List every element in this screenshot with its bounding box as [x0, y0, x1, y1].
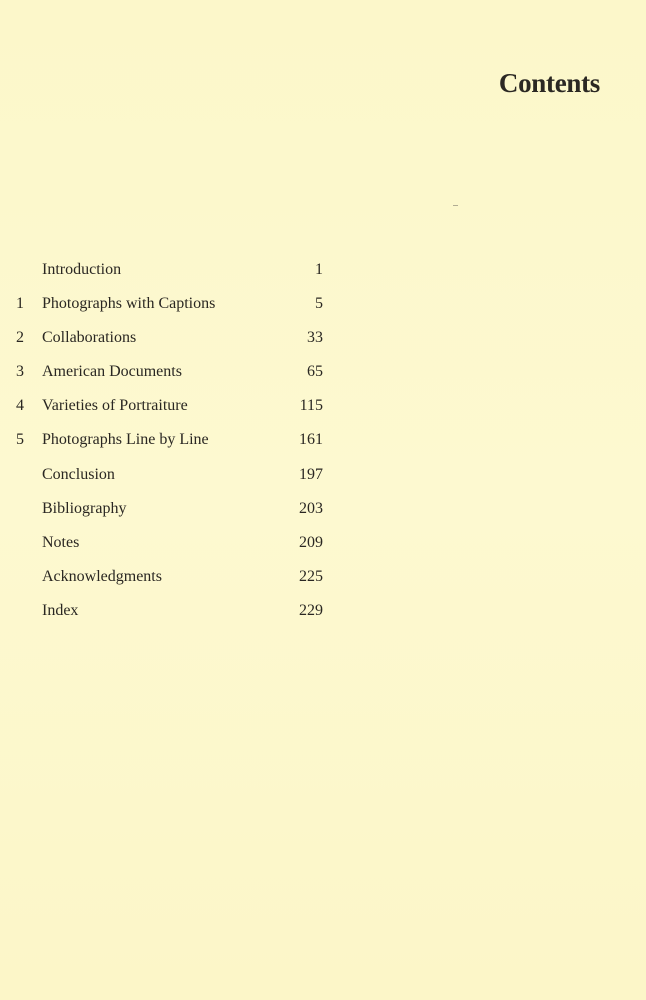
page-number: 65 — [307, 363, 323, 381]
table-of-contents — [0, 255, 646, 630]
toc-entry-chapter-1 — [0, 289, 646, 323]
chapter-number: 4 — [16, 397, 24, 415]
page-number: 161 — [299, 431, 323, 449]
page-speck-mark — [453, 205, 458, 206]
chapter-number: 3 — [16, 363, 24, 381]
chapter-number: 2 — [16, 329, 24, 347]
toc-entry-chapter-5 — [0, 425, 646, 459]
entry-title: Bibliography — [42, 499, 127, 517]
toc-entry-chapter-2 — [0, 323, 646, 357]
page-number: 229 — [299, 601, 323, 619]
entry-title: Introduction — [42, 261, 122, 278]
toc-entry-bibliography — [0, 494, 646, 528]
entry-title: Index — [42, 601, 79, 619]
toc-entry-chapter-4 — [0, 391, 646, 425]
toc-entry-index — [0, 596, 646, 630]
entry-title: Varieties of Portraiture — [42, 397, 188, 415]
entry-title: Acknowledgments — [42, 567, 162, 585]
toc-entry-chapter-3 — [0, 357, 646, 391]
page-number: 225 — [299, 567, 323, 585]
entry-title: Photographs Line by Line — [42, 431, 209, 449]
toc-entry-introduction — [0, 255, 646, 289]
chapter-number: 5 — [16, 431, 24, 449]
page-number: 209 — [299, 533, 323, 551]
page-number: 197 — [299, 465, 323, 483]
entry-title: Photographs with Captions — [42, 295, 216, 313]
entry-title: Collaborations — [42, 329, 137, 347]
toc-entry-notes — [0, 528, 646, 562]
contents-heading: Contents — [498, 68, 600, 98]
page-number: 5 — [315, 295, 323, 313]
entry-title: Notes — [42, 533, 80, 551]
toc-entry-acknowledgments — [0, 562, 646, 596]
toc-entry-conclusion — [0, 460, 646, 494]
page-number: 115 — [299, 397, 323, 415]
entry-title: American Documents — [42, 363, 182, 381]
entry-title: Conclusion — [42, 465, 115, 483]
page-number: 33 — [307, 329, 323, 347]
chapter-number: 1 — [16, 295, 24, 313]
page-number: 1 — [315, 261, 323, 278]
page-number: 203 — [299, 499, 323, 517]
